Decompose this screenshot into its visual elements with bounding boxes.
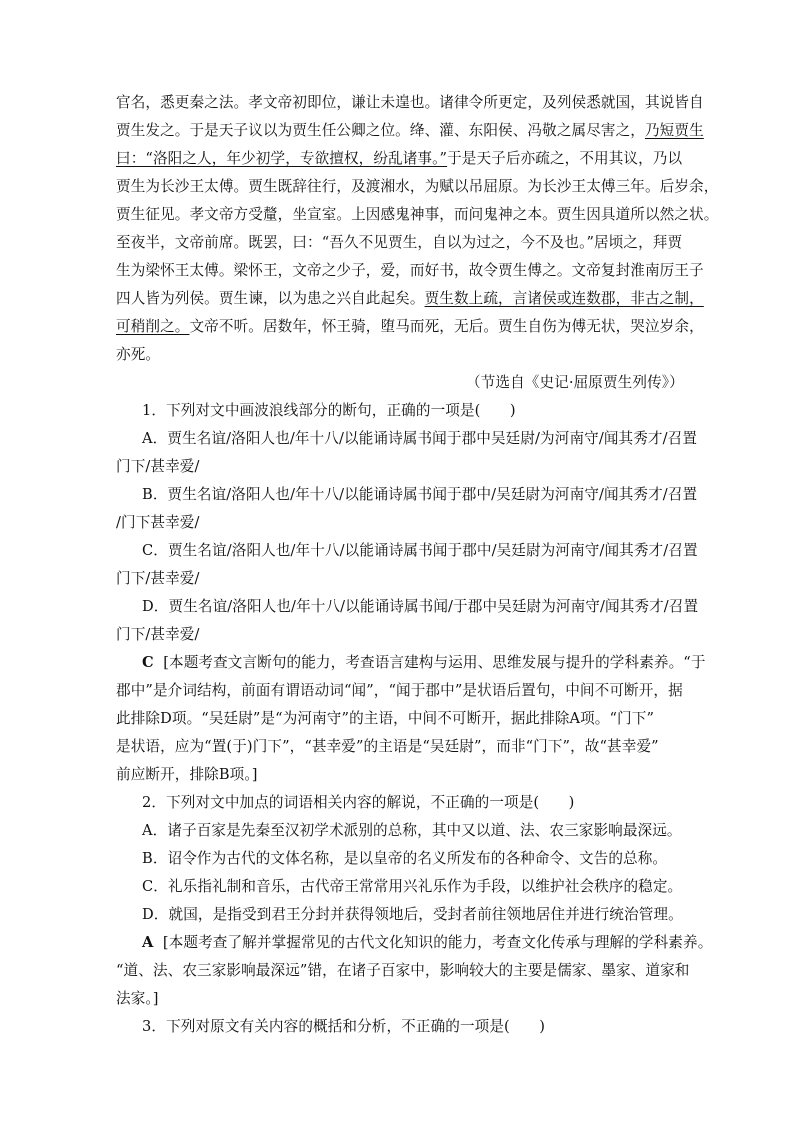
q1-option-a-cont: 门下/甚幸爱/ bbox=[116, 458, 200, 475]
q1-explanation-line-5: 前应断开，排除B项。] bbox=[116, 766, 258, 783]
q1-explanation-line-1 bbox=[142, 653, 706, 673]
q2-option-a: A．诸子百家是先秦至汉初学术派别的总称，其中又以道、法、农三家影响最深远。 bbox=[142, 822, 682, 839]
underlined-text: 可稍削之。 bbox=[116, 318, 190, 335]
passage-line-8 bbox=[116, 289, 704, 309]
passage-line-10: 亦死。 bbox=[116, 346, 161, 363]
passage-text: 于是天子后亦疏之，不用其议，乃以 bbox=[447, 150, 683, 167]
q1-option-c-cont: 门下/甚幸爱/ bbox=[116, 570, 200, 587]
passage-line-2 bbox=[116, 121, 704, 141]
q2-option-d: D．就国，是指受到君王分封并获得领地后，受封者前往领地居住并进行统治管理。 bbox=[142, 906, 683, 923]
question-3-stem: 3．下列对原文有关内容的概括和分析，不正确的一项是( ) bbox=[142, 1018, 546, 1035]
q1-option-a: A．贾生名谊/洛阳人也/年十八/以能诵诗属书闻于郡中吴廷尉/为河南守/闻其秀才/召置 bbox=[142, 430, 698, 447]
explanation-text: [本题考查文言断句的能力，考查语言建构与运用、思维发展与提升的学科素养。“于 bbox=[163, 654, 706, 671]
question-1-stem: 1．下列对文中画波浪线部分的断句，正确的一项是( ) bbox=[142, 402, 516, 419]
passage-line-4: 贾生为长沙王太傅。贾生既辞往行，及渡湘水，为赋以吊屈原。为长沙王太傅三年。后岁余， bbox=[116, 178, 719, 195]
q2-option-c: C．礼乐指礼制和音乐，古代帝王常常用兴礼乐作为手段，以维护社会秩序的稳定。 bbox=[142, 878, 683, 895]
passage-line-9 bbox=[116, 317, 704, 337]
passage-line-3 bbox=[116, 149, 682, 169]
q1-option-b-cont: /门下甚幸爱/ bbox=[116, 514, 200, 531]
passage-line-7: 生为梁怀王太傅。梁怀王，文帝之少子，爱，而好书，故令贾生傅之。文帝复封淮南厉王子 bbox=[116, 262, 704, 279]
q1-explanation-line-3: 此排除D项。“吴廷尉”是“为河南守”的主语，中间不可断开，据此排除A项。“门下” bbox=[116, 710, 655, 727]
underlined-text: 贾生数上疏，言诸侯或连数郡，非古之制， bbox=[424, 290, 704, 307]
q1-option-d: D．贾生名谊/洛阳人也/年十八/以能诵诗属书闻/于郡中吴廷尉为河南守/闻其秀才/召置 bbox=[142, 598, 699, 615]
q2-option-b: B．诏令作为古代的文体名称，是以皇帝的名义所发布的各种命令、文告的总称。 bbox=[142, 850, 668, 867]
passage-line-6: 至夜半，文帝前席。既罢，曰：“吾久不见贾生，自以为过之，今不及也。”居顷之，拜贾 bbox=[116, 234, 683, 251]
q1-option-c: C．贾生名谊/洛阳人也/年十八/以能诵诗属书闻于郡中/吴廷尉为河南守/闻其秀才/召置 bbox=[142, 542, 698, 559]
source-citation: （节选自《史记·屈原贾生列传》） bbox=[466, 374, 684, 391]
passage-text: 文帝不听。居数年，怀王骑，堕马而死，无后。贾生自伤为傅无状，哭泣岁余， bbox=[189, 318, 704, 335]
passage-line-1: 官名，悉更秦之法。孝文帝初即位，谦让未遑也。诸律令所更定，及列侯悉就国，其说皆自 bbox=[116, 94, 704, 111]
passage-line-5: 贾生征见。孝文帝方受釐，坐宣室。上因感鬼神事，而问鬼神之本。贾生因具道所以然之状。 bbox=[116, 206, 719, 223]
q1-option-b: B．贾生名谊/洛阳人也/年十八/以能诵诗属书闻于郡中/吴廷尉为河南守/闻其秀才/召置 bbox=[142, 486, 698, 503]
q1-answer: C bbox=[142, 654, 154, 671]
q2-answer: A bbox=[142, 934, 154, 951]
q2-explanation-line-1 bbox=[142, 933, 712, 953]
q1-explanation-line-4: 是状语，应为“置(于)门下”，“甚幸爱”的主语是“吴廷尉”，而非“门下”，故“甚幸爱” bbox=[116, 738, 659, 755]
passage-text: 四人皆为列侯。贾生谏，以为患之兴自此起矣。 bbox=[116, 290, 425, 307]
passage-text: 贾生发之。于是天子议以为贾生任公卿之位。绛、灌、东阳侯、冯敬之属尽害之， bbox=[116, 122, 645, 139]
explanation-text: [本题考查了解并掌握常见的古代文化知识的能力，考查文化传承与理解的学科素养。 bbox=[162, 934, 713, 951]
q1-explanation-line-2: 郡中”是介词结构，前面有谓语动词“闻”，“闻于郡中”是状语后置句，中间不可断开，据 bbox=[116, 682, 683, 699]
q2-explanation-line-2: “道、法、农三家影响最深远”错，在诸子百家中，影响较大的主要是儒家、墨家、道家和 bbox=[116, 962, 690, 979]
q1-option-d-cont: 门下/甚幸爱/ bbox=[116, 626, 200, 643]
question-2-stem: 2．下列对文中加点的词语相关内容的解说，不正确的一项是( ) bbox=[142, 794, 575, 811]
underlined-text: 曰：“洛阳之人，年少初学，专欲擅权，纷乱诸事。” bbox=[116, 150, 448, 167]
underlined-text: 乃短贾生 bbox=[644, 122, 704, 139]
q2-explanation-line-3: 法家。] bbox=[116, 990, 159, 1007]
